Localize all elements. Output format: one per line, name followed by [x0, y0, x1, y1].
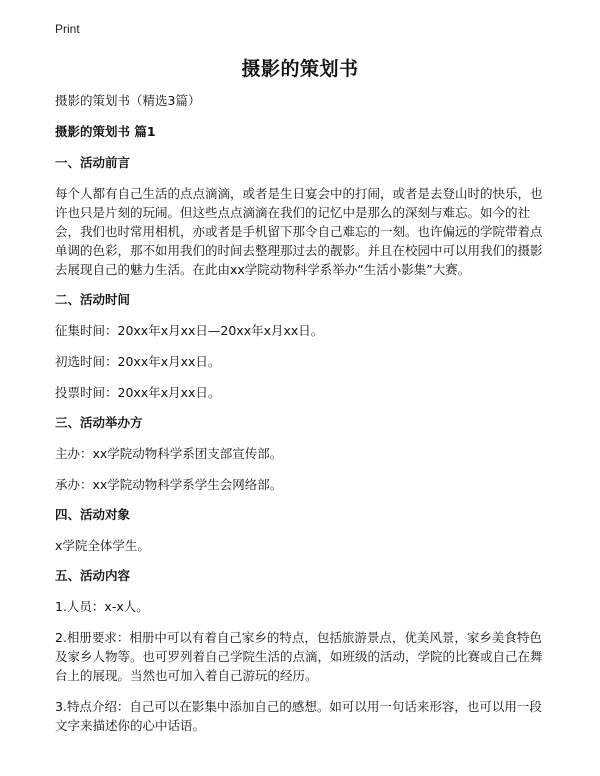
section-title-organizers: 三、活动举办方: [55, 415, 143, 430]
content-item-feature-intro: 3.特点介绍：自己可以在影集中添加自己的感想。如可以用一句话来形容，也可以用一段文字来描述你的心中话语。: [55, 699, 542, 733]
section-title-content: 五、活动内容: [55, 568, 131, 583]
organizer-undertaker: 承办：xx学院动物科学系学生会网络部。: [55, 477, 283, 492]
section-title-preface: 一、活动前言: [55, 155, 131, 170]
time-line-preselection: 初选时间：20xx年x月xx日。: [55, 354, 221, 369]
organizer-host: 主办：xx学院动物科学系团支部宣传部。: [55, 446, 283, 461]
document-title: 摄影的策划书: [241, 58, 359, 80]
document-subtitle: 摄影的策划书（精选3篇）: [55, 93, 201, 108]
audience-line: x学院全体学生。: [55, 538, 150, 553]
time-line-collection: 征集时间：20xx年x月xx日—20xx年x月xx日。: [55, 323, 324, 338]
print-label[interactable]: Print: [55, 22, 80, 36]
document-body: [55, 92, 550, 735]
section-paragraph-preface: 每个人都有自己生活的点点滴滴，或者是生日宴会中的打闹，或者是去登山时的快乐，也许也只是片刻的玩闹。但这些点点滴滴在我们的记忆中是那么的深刻与难忘。如今的社会，我们也时常用相机，亦或者是手机留下那令自己难忘的一刻。也许偏远的学院带着点单调的色彩，那不如用我们的时间去整理那过去的靓影。并且在校园中可以用我们的摄影去展现自己的魅力生活。在此由xx学院动物科学系举办“生活小影集”大赛。: [55, 186, 543, 277]
section-title-audience: 四、活动对象: [55, 507, 131, 522]
section-title-time: 二、活动时间: [55, 292, 131, 307]
content-item-personnel: 1.人员：x-x人。: [55, 599, 149, 614]
time-line-voting: 投票时间：20xx年x月xx日。: [55, 385, 221, 400]
content-item-album-requirements: 2.相册要求：相册中可以有着自己家乡的特点，包括旅游景点，优美风景，家乡美食特色及家乡人物等。也可罗列着自己学院生活的点滴，如班级的活动，学院的比赛或自己在舞台上的展现。当然也可加入着自己游玩的经历。: [55, 630, 543, 683]
part-heading: 摄影的策划书 篇1: [55, 124, 156, 139]
